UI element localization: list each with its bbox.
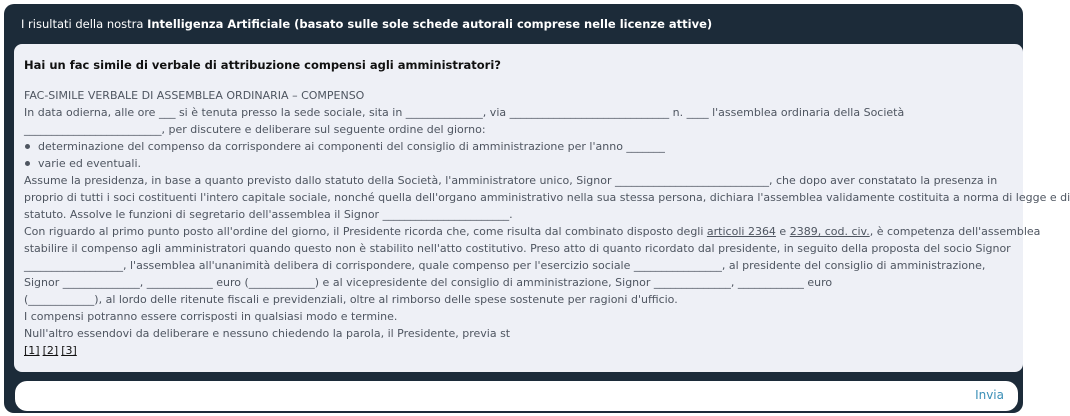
message-input-bar[interactable] xyxy=(15,381,1018,411)
paragraph-text: Con riguardo al primo punto posto all'ordine del giorno, il Presidente ricorda che, come risulta dal combinato disposto degli xyxy=(24,225,707,238)
paragraph-text: e xyxy=(775,225,790,238)
paragraph-text: , è competenza dell'assemblea xyxy=(869,225,1041,238)
paragraph-line: proprio di tutti i soci costituenti l'intero capitale sociale, nonché quella dell'organo amministrativo nella sua stessa persona, dichiara l'assemblea validamente costituita a norma di legge e di xyxy=(24,191,1070,204)
paragraph-line: Null'altro essendovi da deliberare e nessuno chiedendo la parola, il Presidente, previa st xyxy=(24,327,511,340)
paragraph-line: (____________), al lordo delle ritenute fiscali e previdenziali, oltre al rimborso delle spese sostenute per ragioni d'ufficio. xyxy=(24,293,678,306)
paragraph-line: I compensi potranno essere corrisposti in qualsiasi modo e termine. xyxy=(24,310,398,323)
reference-link-3[interactable]: [3] xyxy=(61,344,77,357)
article-link-2364[interactable]: articoli 2364 xyxy=(706,225,776,238)
paragraph-line xyxy=(24,223,1041,240)
paragraph-line: In data odierna, alle ore ___ si è tenuta presso la sede sociale, sita in ______________, via _____________________________ n. ____ l'assemblea ordinaria della Società xyxy=(24,106,905,119)
paragraph-line: stabilire il compenso agli amministratori quando questo non è stabilito nell'atto costitutivo. Preso atto di quanto ricordato dal presidente, in seguito della proposta del socio Signor xyxy=(24,242,1011,255)
agenda-bullet-item: determinazione del compenso da corrispondere ai componenti del consiglio di amministrazione per l'anno _______ xyxy=(24,138,1016,155)
answer-content xyxy=(14,44,1070,372)
send-button[interactable]: Invia xyxy=(975,388,1004,402)
article-link-2389[interactable]: 2389, cod. civ. xyxy=(789,225,870,238)
question-text: Hai un fac simile di verbale di attribuzione compensi agli amministratori? xyxy=(24,58,501,72)
ai-results-panel xyxy=(4,4,1070,413)
header-prefix: I risultati della nostra xyxy=(21,17,148,31)
reference-links xyxy=(24,342,1016,359)
header-bold-title: Intelligenza Artificiale (basato sulle sole schede autorali comprese nelle licenze attive) xyxy=(147,17,713,31)
panel-header xyxy=(21,17,712,31)
paragraph-line: _________________________, per discutere e deliberare sul seguente ordine del giorno: xyxy=(24,123,486,136)
paragraph-line: statuto. Assolve le funzioni di segretario dell'assemblea il Signor _______________________. xyxy=(24,208,513,221)
reference-link-2[interactable]: [2] xyxy=(42,344,59,357)
answer-title: FAC-SIMILE VERBALE DI ASSEMBLEA ORDINARIA – COMPENSO xyxy=(24,89,365,102)
paragraph-line: Signor ______________, ____________ euro (____________) e al vicepresidente del consiglio di amministrazione, Signor ______________, ____________ euro xyxy=(24,276,833,289)
reference-link-1[interactable]: [1] xyxy=(24,344,40,357)
answer-body xyxy=(24,87,1070,359)
agenda-bullet-item: varie ed eventuali. xyxy=(24,155,1016,172)
paragraph-line: Assume la presidenza, in base a quanto previsto dallo statuto della Società, l'amministratore unico, Signor ____________________________, che dopo aver constatato la presenza in xyxy=(24,174,998,187)
paragraph-line: __________________, l'assemblea all'unanimità delibera di corrispondere, quale compenso per l'esercizio sociale ________________, al presidente del consiglio di amministrazione, xyxy=(24,259,986,272)
